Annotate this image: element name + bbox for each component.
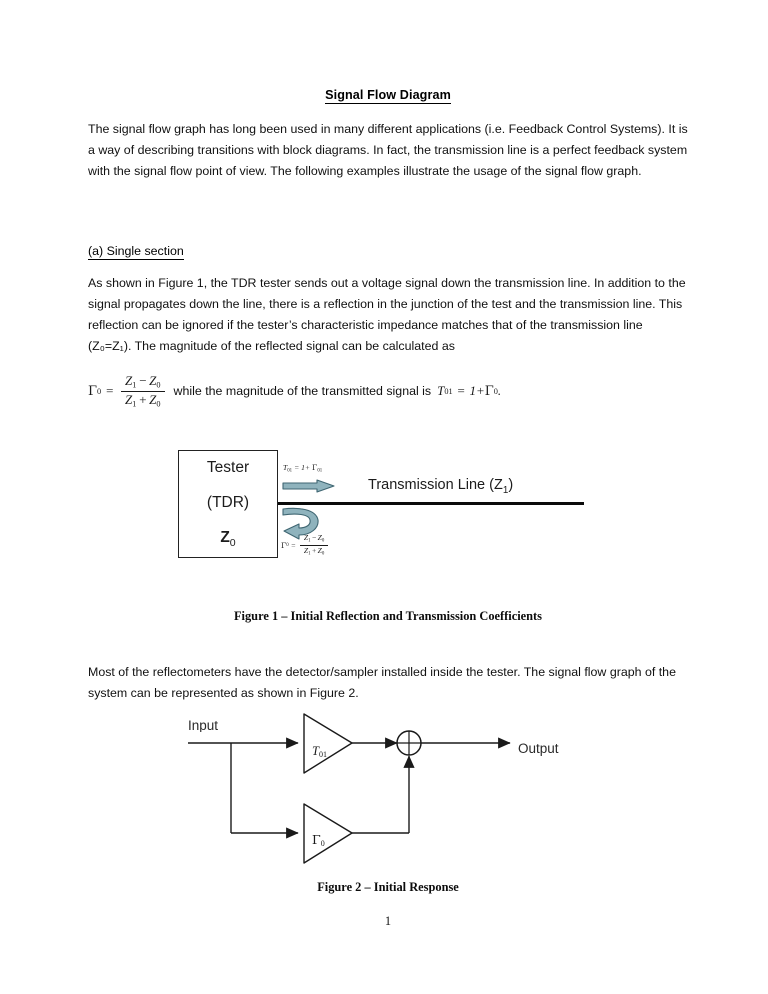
signal-flow-graph-graphic [180,712,580,867]
equals-sign: = [105,383,114,399]
equation-middle-text: while the magnitude of the transmitted signal is [173,384,432,399]
page-number: 1 [384,914,392,928]
numerator-z0: Z [149,373,157,388]
figure-1-caption: Figure 1 – Initial Reflection and Transmission Coefficients [233,609,543,623]
figure1-transmission-equation [283,463,322,473]
gain-t-sub: 01 [318,750,327,760]
fig1-bot-gamma: Γ [281,540,287,550]
transmission-line-label-sub: 1 [502,484,509,496]
transmission-line-label-text: Transmission Line (Z [368,477,503,493]
figure-2-caption: Figure 2 – Initial Response [317,880,459,894]
fig1-top-T: T [283,463,288,472]
transmission-t-symbol: T [437,383,445,399]
gain-gamma-sub: 0 [320,839,325,849]
gain-gamma-symbol: Γ [312,832,321,847]
fig1-top-T-sub: 01 [287,468,293,474]
gamma-subscript: 0 [97,386,102,396]
numerator-minus: − [138,373,148,388]
figure1-reflection-equation [281,534,330,557]
transmission-line-graphic [278,502,584,505]
fraction-denominator [121,391,165,409]
transmission-gamma: Γ [484,383,494,399]
fig1-bot-den-z0-sub: 0 [321,551,325,557]
transmission-value: 1+ [469,383,485,399]
page-title [88,88,688,102]
fig1-bot-numerator [300,534,328,545]
denominator-plus: + [138,391,148,407]
gamma-symbol: Γ [88,383,98,399]
fig1-bot-den-plus: + [311,545,317,555]
section-heading-single-section [88,244,184,258]
denominator-z1: Z [124,391,133,407]
fig1-bot-den-z1: Z [303,545,309,555]
tester-label-tester: Tester [206,459,250,477]
figure-2-signal-flow-graph [180,712,580,867]
input-label: Input [188,718,219,732]
transmission-line-label [368,477,513,496]
numerator-z0-sub: 0 [156,380,161,390]
transmission-gamma-sub: 0 [493,386,498,396]
reflection-coefficient-equation [88,374,501,408]
section-a-paragraph: As shown in Figure 1, the TDR tester sends out a voltage signal down the transmission line. In addition to the signal propagates down the line, there is a reflection in the junction of the test and the transmission line. This reflection can be ignored if the tester’s characteristic impedance matches that of the transmission line (Z₀=Z₁). The magnitude of the reflected signal can be calculated as [88,276,686,353]
fig1-bot-fraction [300,534,328,557]
fraction-z1-z0 [121,374,165,408]
denominator-z0: Z [149,391,157,407]
output-label: Output [518,741,559,756]
fig1-bot-num-z0: Z [317,533,322,542]
fig1-bot-gamma-sub: 0 [286,542,289,548]
forward-wave-arrow-icon [281,479,337,493]
fig1-top-rest: = 1+ [294,463,311,472]
denominator-z0-sub: 0 [156,398,161,408]
page-title-text: Signal Flow Diagram [325,88,451,102]
intro-paragraph: The signal flow graph has long been used in many different applications (i.e. Feedback Control Systems). It is a way of describing transitions with block diagrams. In fact, the transmission line is a perfect feedback system with the signal flow point of view. The following examples illustrate the usage of the signal flow graph. [88,122,688,178]
fig1-bot-denominator [300,545,328,557]
denominator-z1-sub: 1 [132,398,137,408]
fig1-top-gamma-sub: 01 [317,468,323,474]
tester-label-tdr: (TDR) [206,493,250,511]
gain-label-t01 [312,744,327,759]
fraction-numerator [121,374,165,391]
fig1-bot-num-minus: − [311,533,317,542]
equation-period: . [497,383,502,399]
fig1-bot-num-z1-sub: 1 [308,538,311,544]
numerator-z1: Z [124,373,133,388]
gain-label-gamma0 [312,832,325,848]
figure-1-diagram [178,450,588,562]
tester-box [178,450,278,558]
transmission-line-label-end: ) [508,477,514,493]
fig1-bot-den-z1-sub: 1 [308,551,311,557]
post-figure1-paragraph: Most of the reflectometers have the detector/sampler installed inside the tester. The signal flow graph of the system can be represented as shown in Figure 2. [88,665,676,700]
fig1-bot-num-z0-sub: 0 [321,538,325,544]
gain-t-symbol: T [312,744,319,758]
transmission-t-subscript: 01 [444,386,453,396]
section-heading-text: (a) Single section [88,244,184,258]
fig1-top-gamma: Γ [312,463,318,472]
transmission-equals: = [456,383,466,399]
fig1-bot-den-z0: Z [317,545,322,555]
tester-label-z0: $Z_0$ [220,528,236,549]
fig1-bot-equals: = [290,540,296,550]
numerator-z1-sub: 1 [132,380,137,390]
fig1-bot-num-z1: Z [303,533,309,542]
